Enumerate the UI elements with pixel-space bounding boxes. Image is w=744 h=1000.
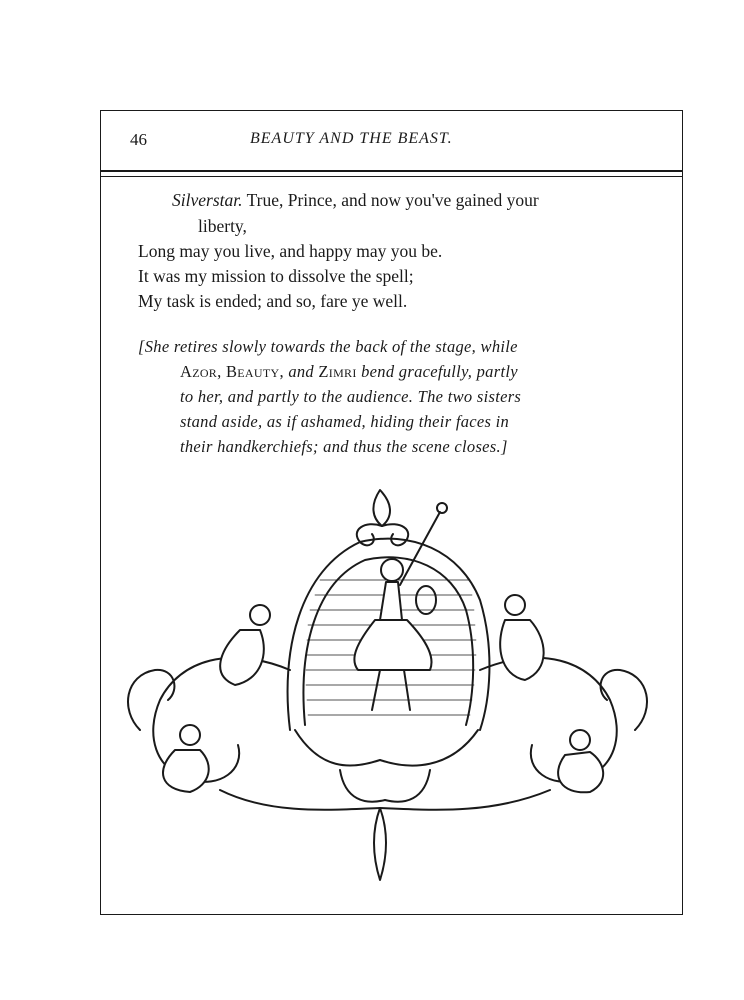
cherub-left-upper-body: [220, 630, 264, 685]
fairy-head: [381, 559, 403, 581]
right-scroll-curl: [601, 670, 647, 730]
speaker-name: Silverstar.: [172, 190, 243, 210]
stage-direction-line-4: stand aside, as if ashamed, hiding their faces in: [180, 412, 510, 431]
cherub-right-lower-body: [558, 752, 603, 792]
running-title: BEAUTY AND THE BEAST.: [250, 130, 453, 147]
frame-header-rule-inner: [100, 176, 682, 177]
fleur-finial: [373, 490, 390, 526]
lower-medallion: [340, 770, 430, 802]
verse-line-4: My task is ended; and so, fare ye well.: [138, 291, 408, 311]
stage-direction-and: and: [288, 362, 314, 381]
cherub-right-upper-body: [500, 620, 543, 680]
verse-line-1-continued: liberty,: [198, 216, 247, 236]
fairy-legs: [372, 670, 410, 710]
cherub-right-upper-head: [505, 595, 525, 615]
frame-header-rule: [100, 170, 682, 172]
stage-direction-line-5: their handkerchiefs; and thus the scene closes.]: [180, 437, 508, 456]
stage-direction-line-3: to her, and partly to the audience. The two sisters: [180, 387, 522, 406]
character-name-zimri: Zimri: [318, 362, 357, 381]
page-number: 46: [130, 130, 147, 149]
verse-line-2: Long may you live, and happy may you be.: [138, 241, 443, 261]
frame-right-rule: [682, 110, 683, 915]
character-name-beauty: Beauty,: [225, 362, 284, 381]
engraving-tailpiece: [110, 470, 670, 900]
verse-line-1-text: True, Prince, and now you've gained your: [246, 190, 539, 210]
fairy-skirt: [354, 620, 431, 670]
cherub-left-upper-head: [250, 605, 270, 625]
frame-top-rule: [100, 110, 682, 111]
wand-star: [437, 503, 447, 513]
hanging-garland: [374, 808, 386, 880]
stage-direction-line-2-rest: bend gracefully, partly: [361, 362, 518, 381]
frame-left-rule: [100, 110, 101, 915]
cherub-right-lower-head: [570, 730, 590, 750]
cherub-left-lower-body: [163, 750, 209, 792]
fairy-body: [380, 582, 402, 620]
cherub-left-lower-head: [180, 725, 200, 745]
stage-direction-line-2: [180, 362, 518, 382]
finial-scroll-right: [382, 524, 408, 545]
verse-line-1: [172, 190, 539, 211]
stage-direction-line-1: [She retires slowly towards the back of the stage, while: [138, 337, 518, 356]
verse-line-3: It was my mission to dissolve the spell;: [138, 266, 414, 286]
character-name-azor: Azor,: [180, 362, 222, 381]
frame-bottom-rule: [100, 914, 682, 915]
left-scroll-curl: [128, 670, 174, 730]
lower-shield: [295, 730, 478, 766]
